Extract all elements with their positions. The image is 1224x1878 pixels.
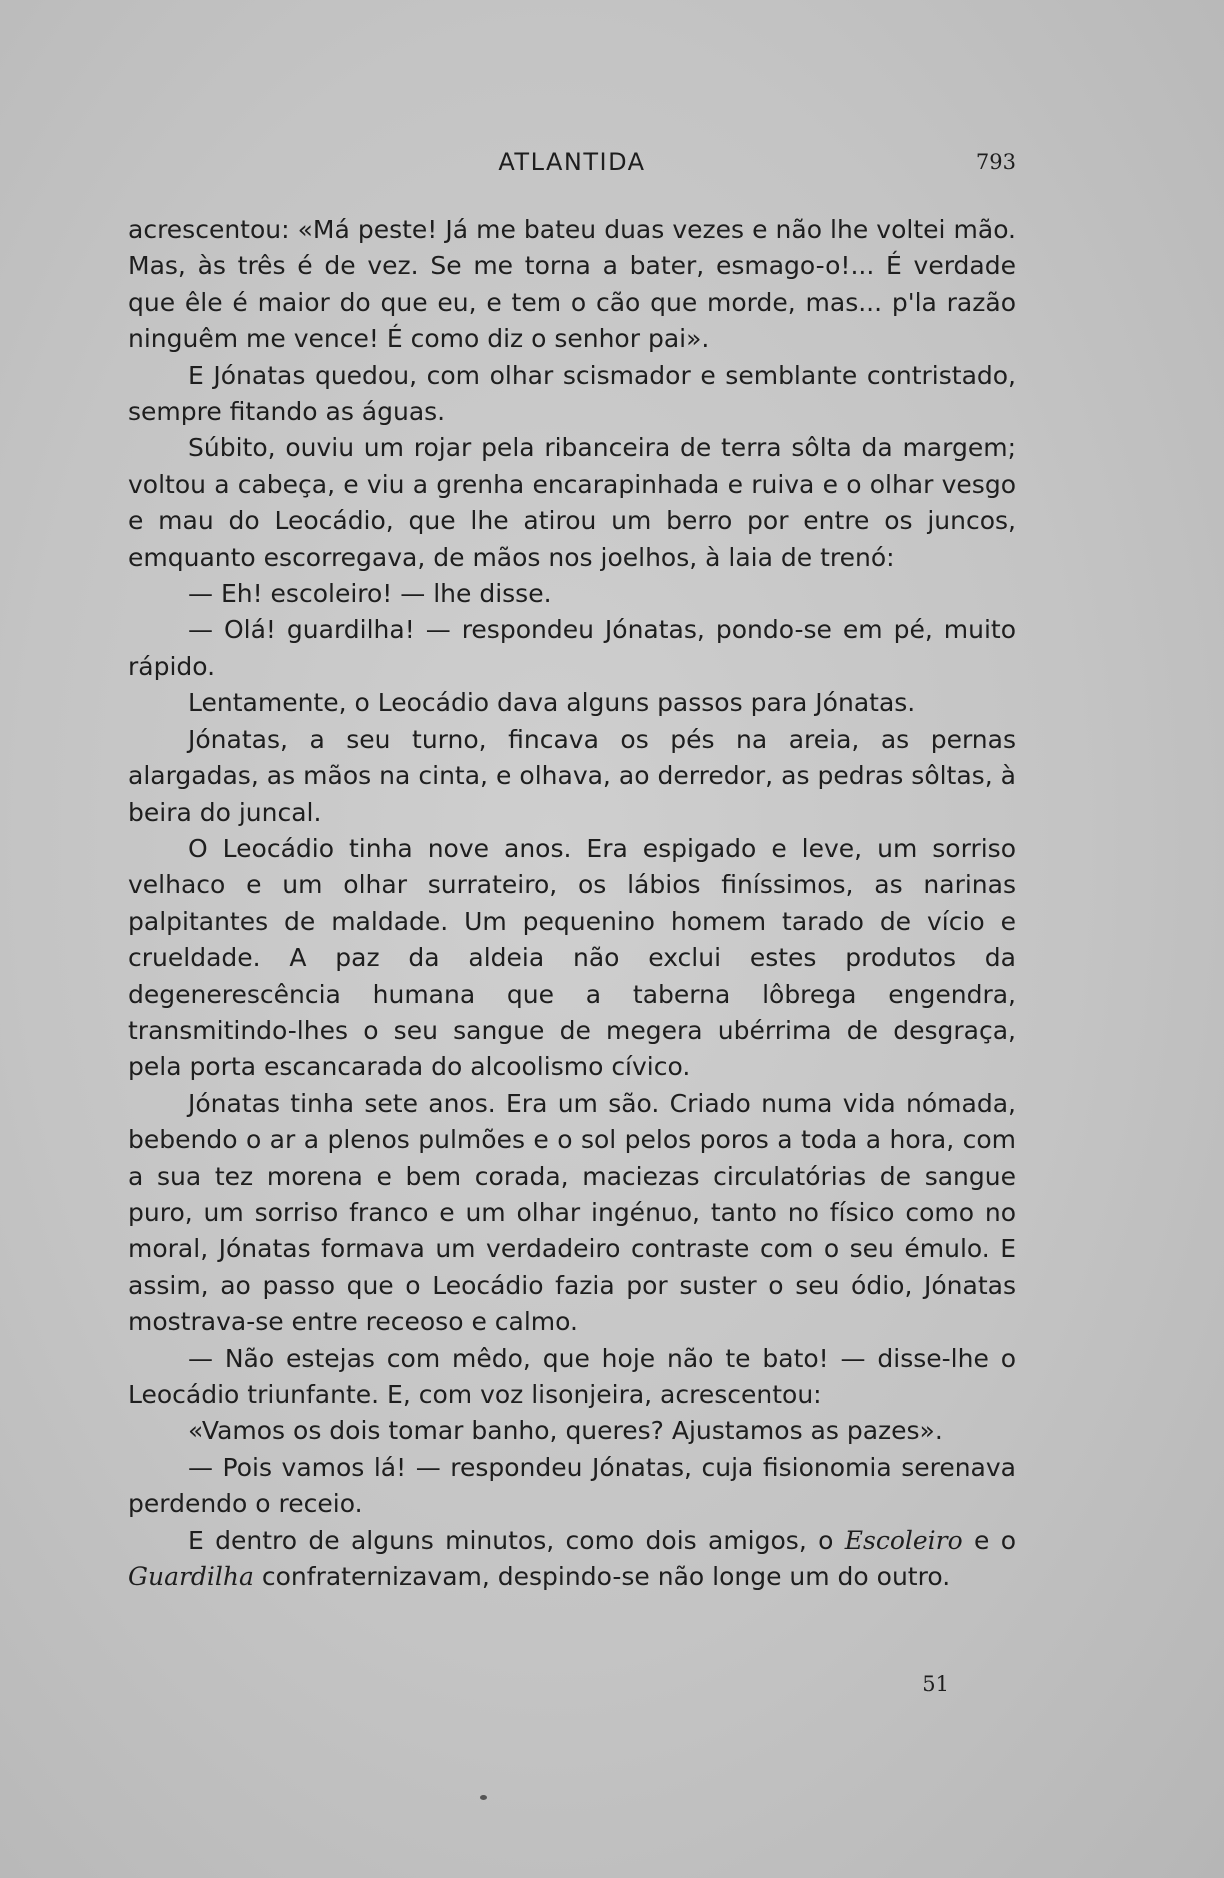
signature-mark: 51 — [922, 1672, 949, 1696]
paragraph: Jónatas tinha sete anos. Era um são. Criado numa vida nómada, bebendo o ar a plenos pulmões e o sol pelos poros a toda a hora, com a sua tez morena e bem corada, maciezas circulatórias de sangue puro, um sorriso franco e um olhar ingénuo, tanto no físico como no moral, Jónatas formava um verdadeiro contraste com o seu émulo. E assim, ao passo que o Leocádio fazia por suster o seu ódio, Jónatas mostrava-se entre receoso e calmo. — [128, 1088, 1016, 1337]
dialogue-line: — Não estejas com mêdo, que hoje não te bato! — disse-lhe o Leocádio triunfante. E, com voz lisonjeira, acrescentou: — [128, 1343, 1016, 1409]
running-title: ATLANTIDA — [498, 148, 646, 176]
dialogue-line: — Pois vamos lá! — respondeu Jónatas, cuja fisionomia serenava perdendo o receio. — [128, 1452, 1016, 1519]
page-header — [128, 148, 1016, 182]
dialogue-line: «Vamos os dois tomar banho, queres? Ajustamos as pazes». — [188, 1416, 943, 1446]
dialogue-line: — Olá! guardilha! — respondeu Jónatas, pondo-se em pé, muito rápido. — [128, 615, 1016, 681]
paper-speck — [480, 1795, 487, 1800]
paragraph: Jónatas, a seu turno, fincava os pés na areia, as pernas alargadas, as mãos na cinta, e olhava, ao derredor, as pedras sôltas, à beira do juncal. — [128, 724, 1016, 827]
italic-term: Guardilha — [128, 1562, 254, 1592]
paragraph: acrescentou: «Má peste! Já me bateu duas vezes e não lhe voltei mão. Mas, às três é de vez. Se me torna a bater, esmago-o!... É verdade que êle é maior do que eu, e tem o cão que morde, mas... p'la razão ninguêm me vence! É como diz o senhor pai». — [128, 215, 1016, 354]
paragraph: O Leocádio tinha nove anos. Era espigado e leve, um sorriso velhaco e um olhar surrateiro, os lábios finíssimos, as narinas palpitantes de maldade. Um pequenino homem tarado de vício e crueldade. A paz da aldeia não exclui estes produtos da degenerescência humana que a taberna lôbrega engendra, transmitindo-lhes o seu sangue de megera ubérrima de desgraça, pela porta escancarada do alcoolismo cívico. — [128, 833, 1016, 1082]
paragraph: Lentamente, o Leocádio dava alguns passos para Jónatas. — [188, 688, 916, 718]
dialogue-line: — Eh! escoleiro! — lhe disse. — [188, 579, 552, 609]
body-text — [128, 212, 1016, 1595]
italic-term: Escoleiro — [844, 1525, 963, 1555]
text-run: E dentro de alguns minutos, como dois amigos, o — [188, 1525, 845, 1555]
paragraph-final — [128, 1523, 1016, 1596]
paragraph: Súbito, ouviu um rojar pela ribanceira de terra sôlta da margem; voltou a cabeça, e viu a grenha encarapinhada e ruiva e o olhar vesgo e mau do Leocádio, que lhe atirou um berro por entre os juncos, emquanto escorregava, de mãos nos joelhos, à laia de trenó: — [128, 433, 1016, 572]
text-run: confraternizavam, despindo-se não longe um do outro. — [253, 1562, 951, 1592]
page-number: 793 — [975, 150, 1016, 174]
text-run: e o — [962, 1525, 1016, 1555]
paragraph: E Jónatas quedou, com olhar scismador e semblante contristado, sempre fitando as águas. — [128, 360, 1016, 427]
